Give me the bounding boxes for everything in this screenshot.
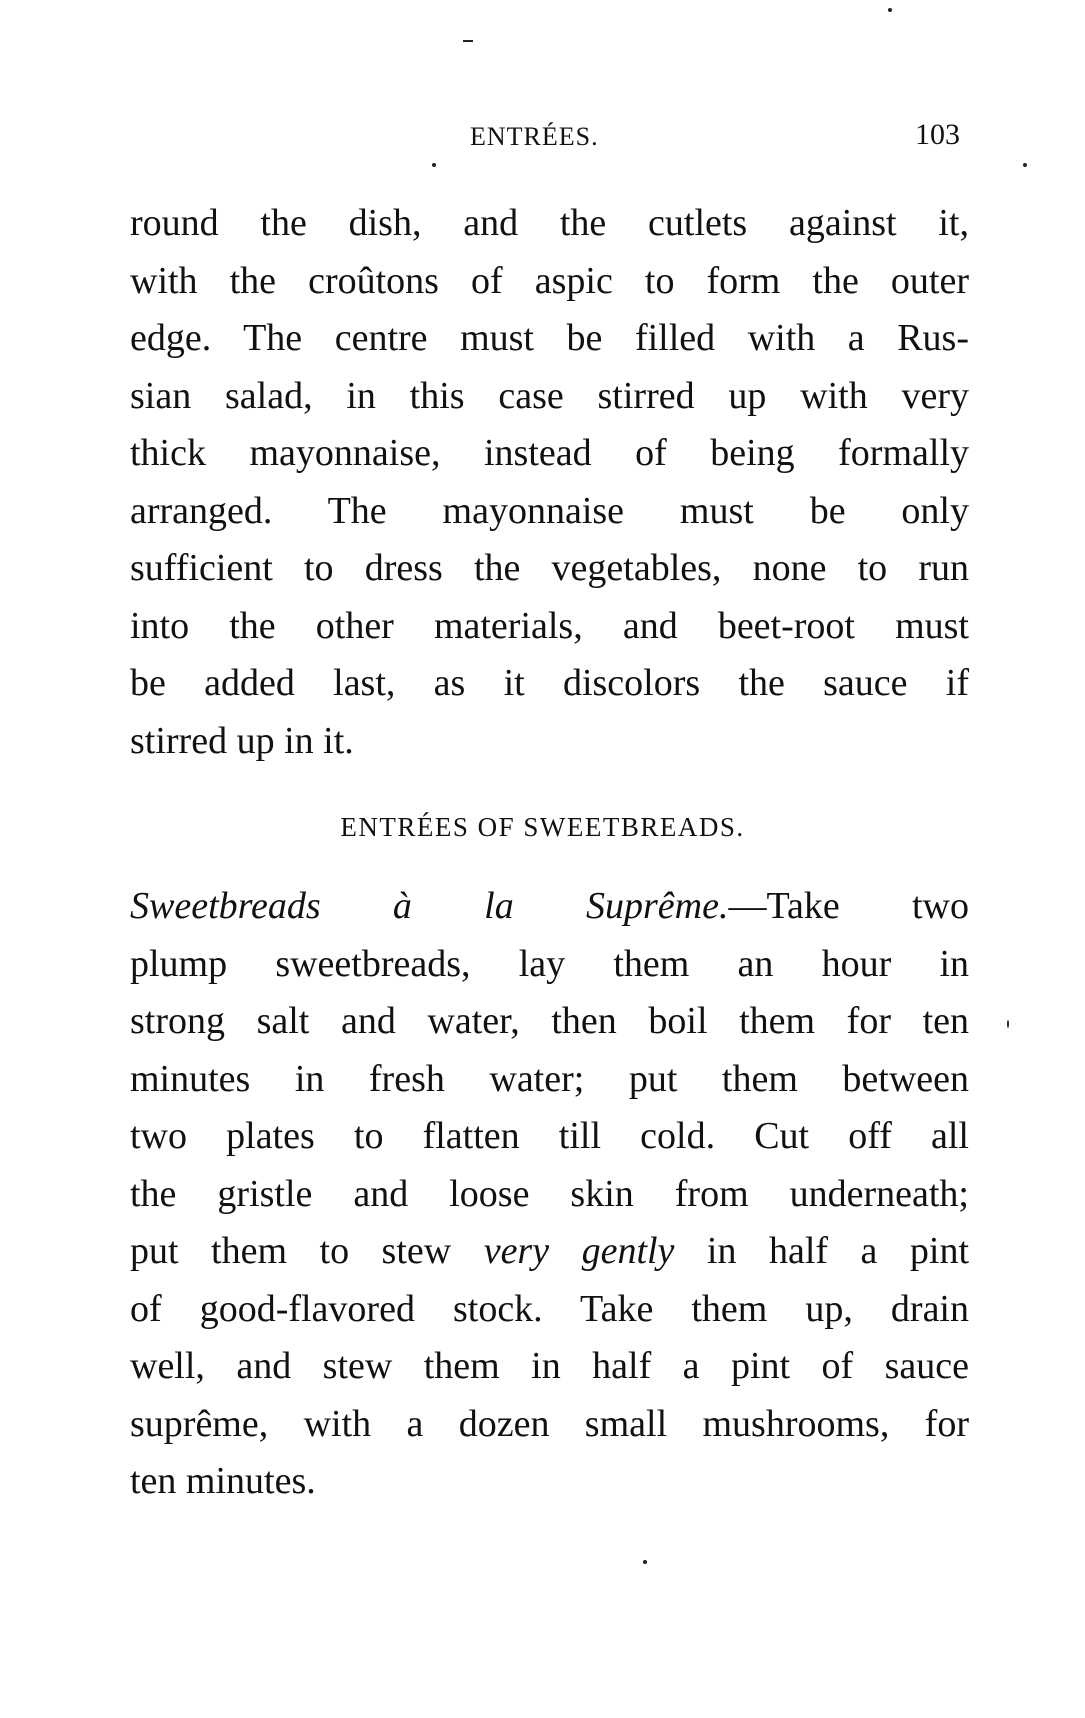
text-line: arranged. The mayonnaise must be only — [130, 489, 969, 532]
scan-speck — [1023, 163, 1027, 167]
section-heading: ENTRÉES OF SWEETBREADS. — [340, 812, 745, 842]
text-fragment: put them to stew — [130, 1230, 484, 1272]
text-line: be added last, as it discolors the sauce if — [130, 662, 969, 704]
page-number: 103 — [915, 118, 960, 151]
text-line: well, and stew them in half a pint of sauce — [130, 1345, 969, 1387]
running-head: ENTRÉES. — [470, 122, 599, 151]
text-line: thick mayonnaise, instead of being formally — [130, 432, 969, 474]
recipe-paragraph — [130, 878, 969, 1511]
text-line: round the dish, and the cutlets against it, — [130, 202, 969, 244]
paragraph-continuation — [130, 195, 969, 770]
text-line: edge. The centre must be filled with a Rus- — [130, 317, 969, 359]
text-line: sian salad, in this case stirred up with very — [130, 374, 969, 417]
text-line: stirred up in it. — [130, 719, 354, 762]
text-line: minutes in fresh water; put them between — [130, 1057, 969, 1100]
text-line: the gristle and loose skin from underneath; — [130, 1172, 969, 1215]
text-fragment: —Take two — [728, 885, 969, 927]
text-line — [130, 1223, 969, 1281]
text-line: ten minutes. — [130, 1460, 316, 1502]
scan-speck — [888, 8, 892, 12]
text-line: strong salt and water, then boil them for ten — [130, 1000, 969, 1042]
text-line: sufficient to dress the vegetables, none to run — [130, 547, 969, 589]
text-fragment: in half a pint — [674, 1230, 969, 1272]
scan-speck — [1007, 1020, 1009, 1028]
scan-speck — [463, 40, 473, 42]
recipe-first-line — [130, 878, 969, 936]
text-line: with the croûtons of aspic to form the outer — [130, 259, 969, 302]
scan-speck — [643, 1560, 647, 1564]
scan-speck — [432, 163, 436, 167]
text-line: into the other materials, and beet-root must — [130, 604, 969, 647]
text-line: two plates to flatten till cold. Cut off all — [130, 1115, 969, 1157]
text-line: suprême, with a dozen small mushrooms, for — [130, 1402, 969, 1445]
text-line: of good-flavored stock. Take them up, drain — [130, 1287, 969, 1330]
recipe-title: Sweetbreads à la Suprême. — [130, 885, 729, 927]
text-line: plump sweetbreads, lay them an hour in — [130, 942, 969, 985]
emphasis: very gently — [483, 1230, 675, 1272]
